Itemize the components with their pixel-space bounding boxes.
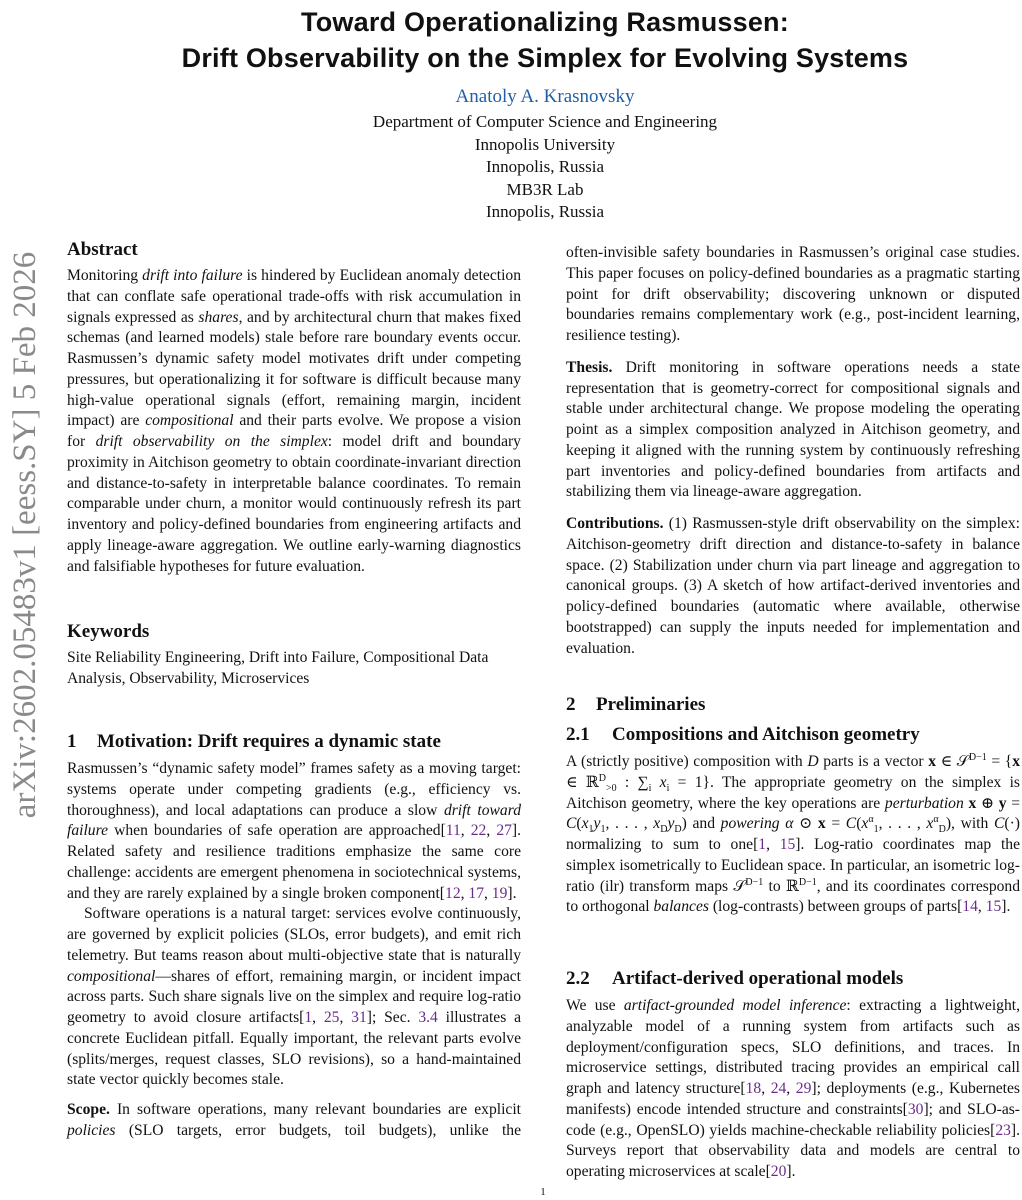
subsection-2-1-heading: [566, 723, 1020, 747]
citation-link[interactable]: 1: [304, 1009, 313, 1026]
text-run: = {: [986, 753, 1013, 770]
text-run: Software operations is a natural target: services evolve continuously, are governed by explicit policies (SLOs, error budgets), and emit rich telemetry. But teams reason about multi-objective state that is naturally: [67, 905, 521, 964]
text-run: y: [667, 815, 675, 833]
section-1: [67, 730, 521, 1142]
text-run: to ℝ: [763, 877, 799, 895]
text-run: ,: [977, 898, 986, 916]
text-run: drift observability on the simplex: [95, 433, 328, 450]
text-run: ,: [312, 1009, 324, 1026]
scope-paragraph: [67, 1100, 521, 1142]
affiliation-line: Innopolis, Russia: [485, 157, 605, 176]
text-run: (·) normalizing to sum to one[: [566, 815, 1020, 853]
text-run: Drift monitoring in software operations needs a state representation that is geometry-correct for compositional signals and stable under architectural change. We propose modeling the operating point as a simplex composition analyzed in Aitchison geometry, and keeping it aligned with the running system by continuously refreshing part inventories and policy-defined boundaries from artifacts and stabilizing them via lineage-aware aggregation.: [566, 358, 1020, 501]
text-run: compositional: [145, 412, 234, 430]
text-run: i: [648, 782, 652, 794]
keywords-text: [67, 648, 521, 690]
text-run: Thesis.: [566, 358, 613, 376]
affiliation-line: Department of Computer Science and Engineering: [372, 112, 718, 131]
text-run: C: [845, 815, 857, 833]
citation-link[interactable]: 15: [779, 836, 796, 853]
text-run: ,: [786, 1080, 796, 1097]
text-run: Site Reliability Engineering, Drift into Failure, Compositional Data Analysis, Observability, Microservices: [67, 649, 489, 687]
text-run: D: [660, 824, 668, 836]
text-run: : ∑: [616, 773, 649, 791]
text-run: illustrates a concrete Euclidean pitfall. Equally important, the relevant parts evolve (splits/merges, request classes, SLO revisions), so a hand-maintained state vector quickly becomes stale.: [67, 1009, 521, 1089]
text-run: ,: [766, 836, 780, 853]
text-run: ), with: [945, 815, 994, 833]
text-run: D: [807, 753, 819, 770]
citation-link[interactable]: 17: [468, 884, 484, 902]
text-run: shares: [198, 308, 239, 326]
citation-link[interactable]: 31: [351, 1009, 367, 1026]
text-run: =: [825, 815, 846, 833]
text-run: ,: [761, 1080, 771, 1097]
text-run: A (strictly positive) composition with: [566, 753, 808, 770]
text-run: drift toward failure: [67, 801, 521, 840]
text-run: x: [653, 815, 661, 833]
paragraph: [67, 904, 521, 1091]
text-run: Monitoring: [67, 267, 143, 284]
citation-link[interactable]: 3.4: [418, 1009, 438, 1026]
text-run: α: [868, 814, 874, 826]
text-run: —shares of effort, remaining margin, or incident impact across parts. Such share signals live on the simplex and require log-ratio geometry to avoid closure artifacts[: [67, 967, 521, 1026]
text-run: balances: [653, 898, 709, 916]
subsection-2-2: [566, 967, 1020, 1183]
text-run: when boundaries of safe operation are approached[: [108, 822, 446, 840]
text-run: ∈ 𝒮: [936, 753, 969, 770]
contributions-paragraph: [566, 514, 1020, 659]
text-run: is hindered by Euclidean anomaly detection that can conflate safe operational trade-offs with risk accumulation in signals expressed as: [67, 267, 522, 326]
subsection-2-2-heading: [566, 967, 1020, 991]
citation-link[interactable]: 25: [323, 1009, 340, 1026]
text-run: compositional: [67, 967, 156, 985]
text-run: ]. Log-ratio coordinates map the simplex isometrically to Euclidean space. In particular, an isometric log-ratio (ilr) transform maps 𝒮: [566, 836, 1020, 895]
affiliation-line: Innopolis University: [474, 134, 616, 154]
text-run: (: [856, 815, 862, 833]
text-run: Rasmussen’s “dynamic safety model” frames safety as a moving target: systems operate under competing gradients (e.g., efficiency vs. thoroughness), and local adaptations can produce a slow: [67, 760, 521, 819]
paragraph: [67, 759, 521, 904]
text-run: (: [576, 815, 582, 833]
arxiv-stamp: arXiv:2602.05483v1 [eess.SY] 5 Feb 2026: [7, 251, 43, 819]
text-run: ].: [507, 884, 517, 902]
text-run: x: [817, 815, 826, 833]
title-line-2: Drift Observability on the Simplex for Evolving Systems: [181, 43, 909, 73]
text-run: D−1: [745, 876, 764, 888]
subsection-title: Compositions and Aitchison geometry: [612, 724, 920, 745]
text-run: ,: [460, 884, 469, 902]
section-title: Preliminaries: [596, 694, 706, 715]
text-run: policies: [67, 1121, 116, 1139]
citation-link[interactable]: 24: [770, 1080, 787, 1097]
text-run: α: [785, 815, 794, 833]
citation-link[interactable]: 1: [758, 836, 767, 853]
text-run: = 1}. The appropriate geometry on the simplex is Aitchison geometry, where the key operations are: [566, 773, 1020, 812]
text-run: D: [598, 772, 606, 784]
citation-link[interactable]: 23: [995, 1121, 1011, 1139]
text-run: ]; Sec.: [366, 1009, 419, 1026]
text-run: ,: [460, 822, 471, 840]
text-run: , and by architectural churn that makes fixed schemas (and learned models) stale before rare boundary events occur. Rasmussen’s dynamic safety model motivates drift under competing pressures, but operationalizing it for software is difficult because many high-value operational signals (effort, remaining margin, incident impact) are: [67, 308, 521, 430]
thesis-paragraph: [566, 358, 1020, 503]
page-number: 1: [540, 1186, 546, 1198]
text-run: perturbation: [884, 794, 964, 812]
text-run: ]; and SLO-as-code (e.g., OpenSLO) yields machine-checkable reliability policies[: [566, 1100, 1020, 1139]
paper-title: [0, 4, 1022, 76]
text-run: powering: [720, 815, 780, 833]
citation-link[interactable]: 18: [745, 1080, 762, 1097]
text-run: ⊙: [793, 815, 818, 833]
text-run: C: [993, 815, 1005, 833]
scope-paragraph-continued: [566, 243, 1020, 347]
text-run: drift into failure: [142, 267, 243, 284]
paragraph: [566, 752, 1020, 918]
text-run: y: [998, 794, 1007, 812]
text-run: >0: [606, 782, 617, 794]
text-run: ]. Related safety and resilience traditions emphasize the same core challenge: accidents are emergent phenomena in sociotechnical systems, and they are rarely explained by a single broken component[: [67, 822, 521, 902]
text-run: ]. Surveys report that observability data and models are central to operating microservices at scale[: [566, 1121, 1020, 1180]
title-line-1: Toward Operationalizing Rasmussen:: [301, 7, 789, 37]
text-run: ,: [339, 1009, 352, 1026]
citation-link[interactable]: 22: [470, 822, 487, 840]
text-run: x: [1012, 753, 1021, 770]
section-title: Motivation: Drift requires a dynamic state: [97, 731, 441, 752]
text-run: , . . . ,: [878, 815, 927, 833]
text-run: i: [666, 782, 670, 794]
text-run: parts is a vector: [818, 753, 929, 770]
abstract-section: [67, 238, 521, 577]
citation-link[interactable]: 30: [907, 1100, 924, 1118]
text-run: x: [928, 753, 937, 770]
text-run: D: [674, 824, 682, 836]
text-run: x: [651, 773, 667, 791]
keywords-section: [67, 620, 521, 690]
subsection-title: Artifact-derived operational models: [612, 968, 904, 989]
citation-link[interactable]: 12: [445, 884, 461, 902]
citation-link[interactable]: 27: [496, 822, 512, 840]
text-run: Scope.: [67, 1101, 110, 1118]
text-run: artifact-grounded model inference: [623, 997, 847, 1014]
section-1-heading: [67, 730, 521, 754]
right-column: [566, 243, 1020, 659]
citation-link[interactable]: 19: [491, 884, 508, 902]
text-run: ].: [786, 1163, 796, 1180]
text-run: C: [566, 815, 577, 833]
section-2-heading: [566, 693, 1020, 717]
text-run: x: [926, 815, 934, 833]
section-number: 1: [67, 731, 77, 752]
text-run: often-invisible safety boundaries in Rasmussen’s original case studies. This paper focuses on policy-defined boundaries as a pragmatic starting point for drift observability; discovering unknown or disputed boundaries remains complementary work (e.g., post-incident learning, resilience testing).: [566, 244, 1020, 344]
subsection-number: 2.1: [566, 724, 590, 745]
text-run: (log-contrasts) between groups of parts[: [708, 898, 963, 916]
text-run: 1: [600, 824, 606, 836]
text-run: , and its coordinates correspond to orthogonal: [566, 877, 1021, 916]
text-run: D: [938, 824, 946, 836]
text-run: =: [1006, 794, 1020, 812]
text-run: ⊕: [976, 794, 999, 812]
citation-link[interactable]: 14: [962, 898, 978, 916]
text-run: (SLO targets, error budgets, toil budgets), unlike the: [115, 1121, 521, 1139]
text-run: ]; deployments (e.g., Kubernetes manifests) encode intended structure and constraints[: [566, 1080, 1020, 1118]
section-2: [566, 693, 1020, 918]
text-run: , . . . ,: [605, 815, 654, 833]
text-run: x: [968, 794, 977, 812]
citation-link[interactable]: 29: [795, 1080, 812, 1097]
text-run: Contributions.: [566, 515, 664, 532]
text-run: D−1: [798, 876, 817, 888]
text-run: ].: [1001, 898, 1011, 916]
subsection-number: 2.2: [566, 968, 590, 989]
text-run: 1: [873, 824, 879, 836]
text-run: (1) Rasmussen-style drift observability on the simplex: Aitchison-geometry drift direction and distance-to-safety in balance space. (2) Stabilization under churn via part lineage and aggregation to canonical groups. (3) A sketch of how artifact-derived inventories and policy-defined boundaries (automatic where available, otherwise bootstrapped) can supply the inputs needed for implementation and evaluation.: [566, 515, 1020, 657]
text-run: α: [933, 814, 939, 826]
abstract-text: [67, 266, 521, 577]
citation-link[interactable]: 11: [445, 822, 461, 840]
text-run: We use: [566, 997, 624, 1014]
affiliation-line: Innopolis, Russia: [485, 202, 605, 221]
affiliation-line: MB3R Lab: [506, 179, 584, 199]
text-run: ,: [484, 884, 492, 902]
author-name[interactable]: Anatoly A. Krasnovsky: [455, 86, 635, 107]
text-run: ,: [486, 822, 497, 840]
affiliations: [0, 111, 1022, 224]
text-run: y: [593, 815, 601, 833]
text-run: In software operations, many relevant boundaries are explicit: [109, 1101, 521, 1118]
text-run: 1: [588, 824, 594, 836]
paragraph: [566, 996, 1020, 1183]
text-run: ∈ ℝ: [566, 773, 599, 791]
keywords-heading: Keywords: [67, 621, 150, 642]
text-run: D−1: [968, 751, 987, 763]
citation-link[interactable]: 15: [985, 898, 1002, 916]
abstract-heading: Abstract: [67, 239, 138, 260]
text-run: : model drift and boundary proximity in Aitchison geometry to obtain coordinate-invariant direction and distance-to-safety in interpretable balance coordinates. To remain comparable under churn, a monitor would continuously refresh its part inventory and policy-defined boundaries from engineering artifacts and apply lineage-aware aggregation. We outline early-warning diagnostics and falsifiable hypotheses for future evaluation.: [67, 433, 521, 575]
text-run: x: [581, 815, 589, 833]
text-run: and their parts evolve. We propose a vision for: [67, 412, 522, 450]
section-number: 2: [566, 694, 576, 715]
citation-link[interactable]: 20: [770, 1163, 787, 1180]
text-run: : extracting a lightweight, analyzable model of a running system from artifacts such as deployment/configuration specs, SLO definitions, and traces. In microservice settings, distributed tracing provides an empirical call graph and latency structure[: [566, 997, 1020, 1097]
text-run: ) and: [681, 815, 721, 833]
text-run: x: [861, 815, 869, 833]
